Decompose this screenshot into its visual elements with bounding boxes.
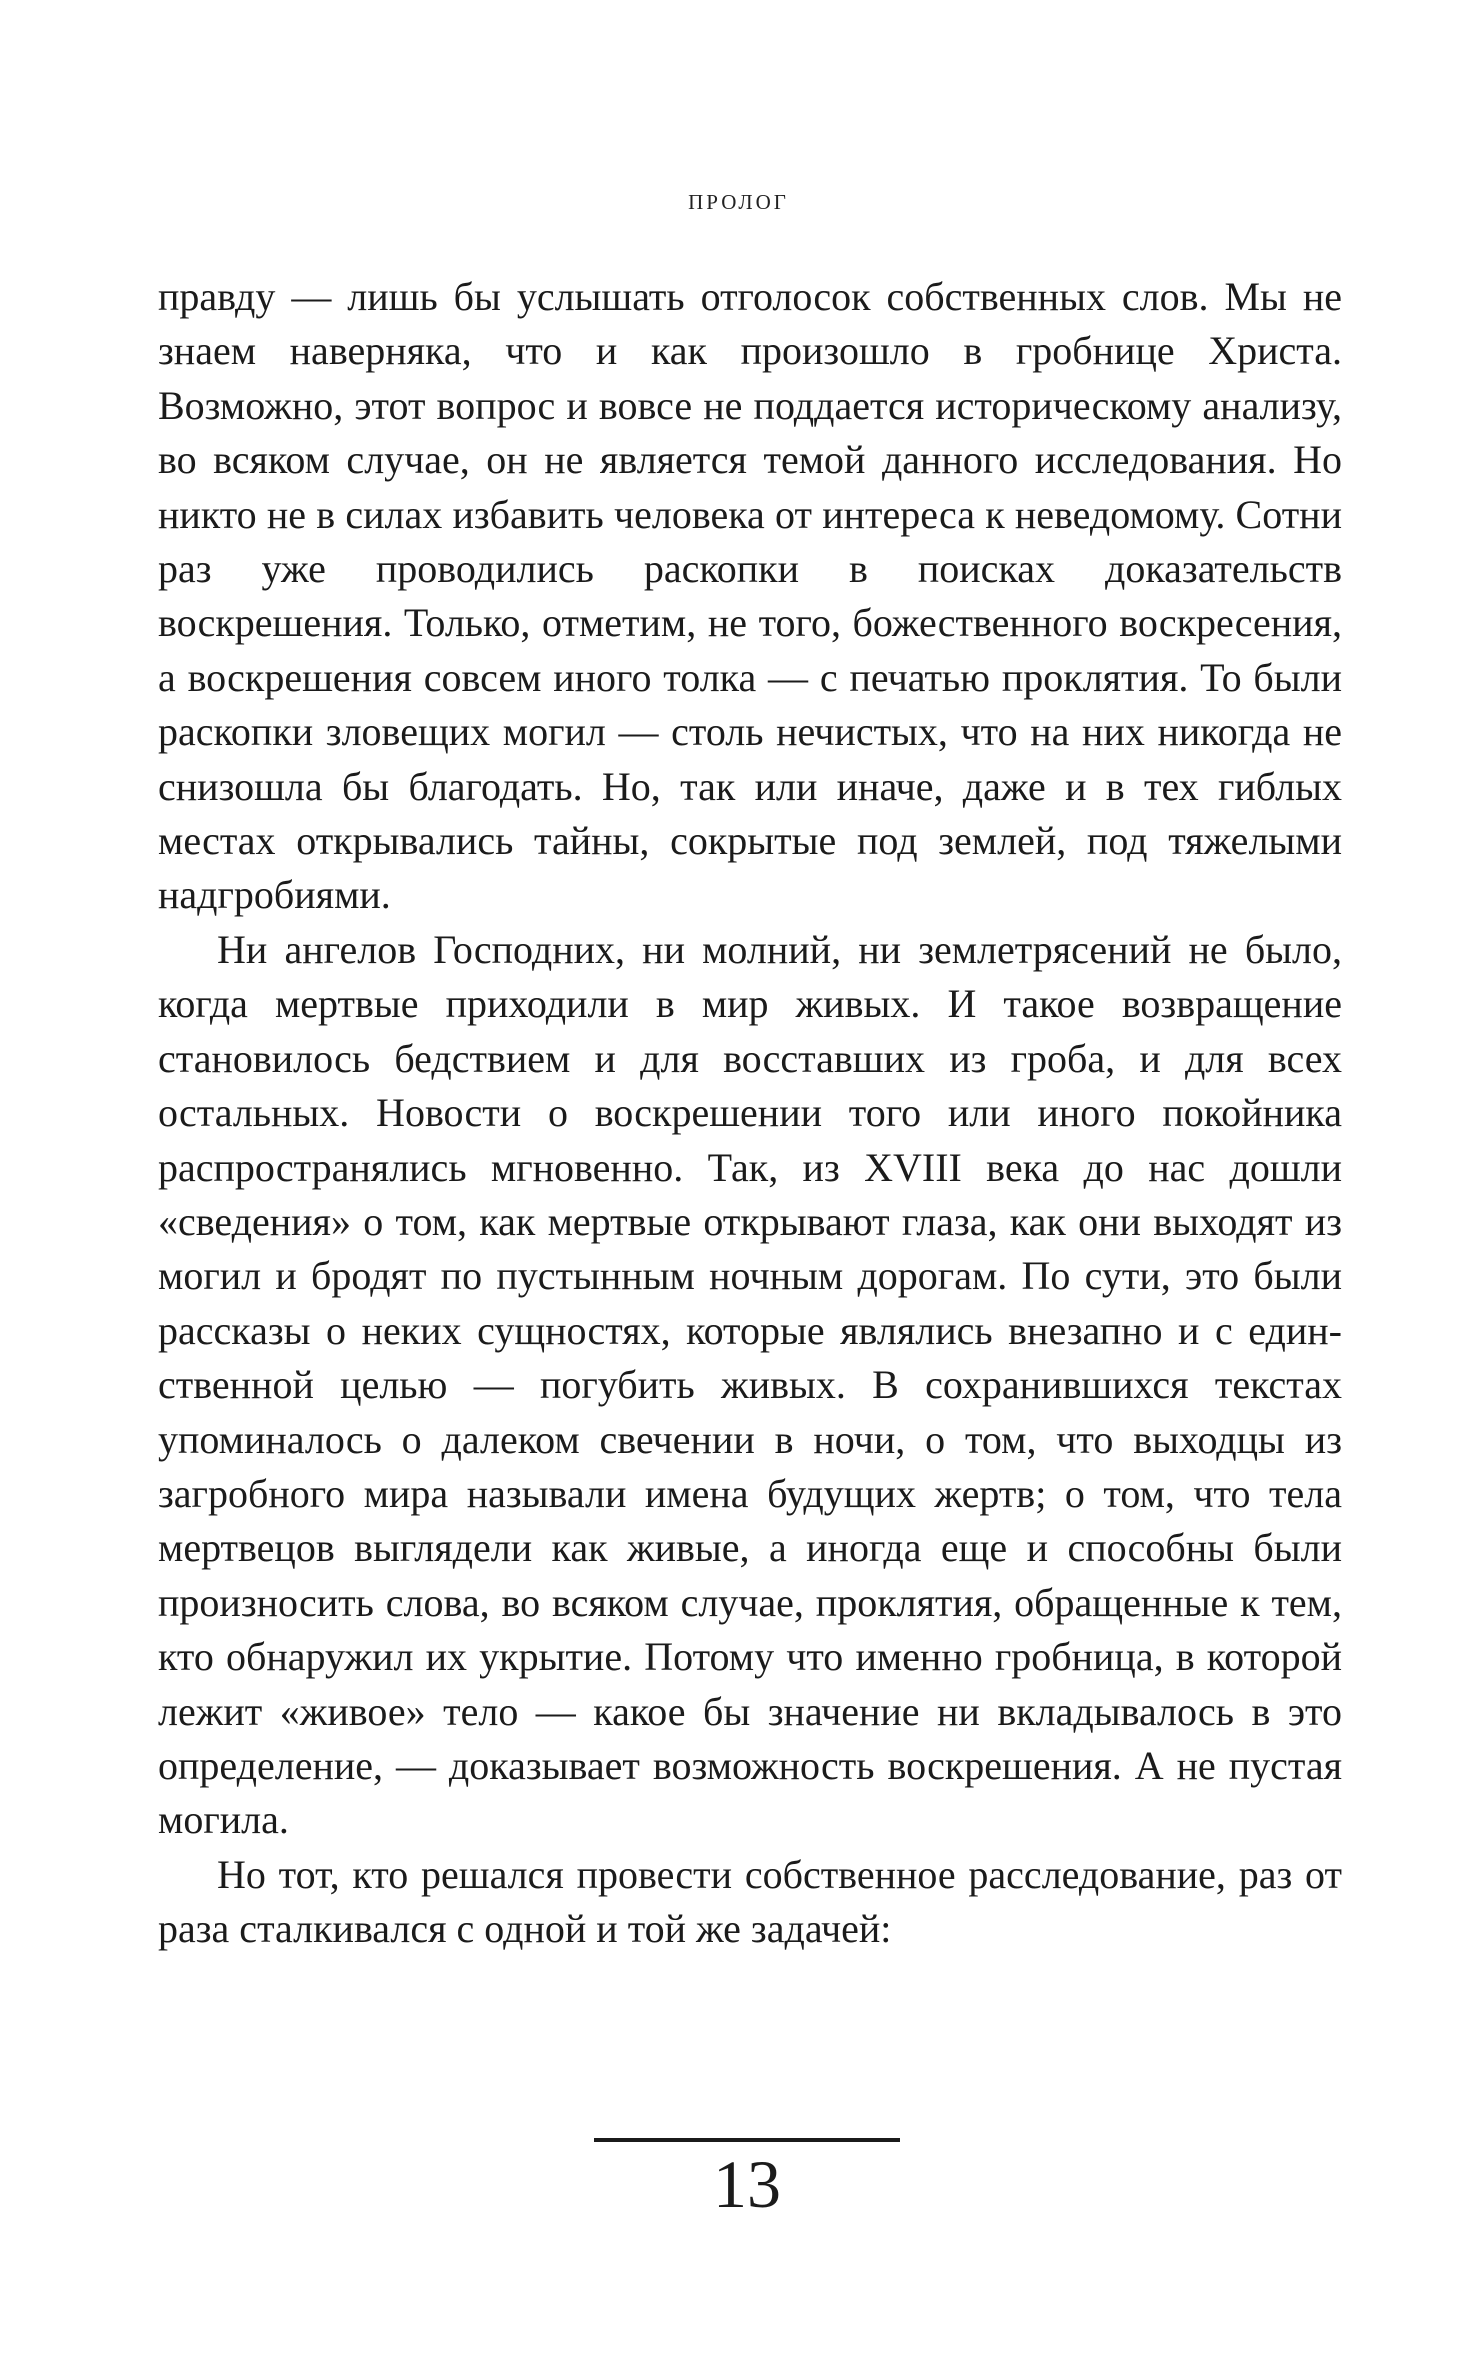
- page-number: 13: [713, 2146, 781, 2222]
- paragraph-2: Ни ангелов Господних, ни молний, ни землетрясений не было, когда мертвые приходили в мир живых. И такое возвращение становилось бедствием и для восставших из гроба, и для всех остальных. Новости о воскрешении того или иного покойника распространялись мгновенно. Так, из XVIII века до нас дошли «сведения» о том, как мертвые открывают глаза, как они выходят из могил и бродят по пустынным ночным дорогам. По сути, это были рассказы о неких сущностях, которые являлись внезапно и с единственной целью — погубить живых. В сохранившихся текстах упоминалось о далеком свечении в ночи, о том, что выходцы из загробного мира называли имена будущих жертв; о том, что тела мертвецов выглядели как живые, а иногда еще и способны были произносить слова, во всяком случае, проклятия, обращенные к тем, кто обнаружил их укрытие. Потому что именно гробница, в которой лежит «живое» тело — какое бы значение ни вкладывалось в это определение, — доказывает возможность воскрешения. А не пустая могила.: [158, 926, 1342, 1843]
- folio-rule: [594, 2138, 900, 2142]
- running-head: ПРОЛОГ: [688, 190, 789, 214]
- paragraph-3: Но тот, кто решался провести собственное расследование, раз от раза сталкивался с одной и той же задачей:: [158, 1851, 1342, 1952]
- paragraph-1: правду — лишь бы услышать отголосок собственных слов. Мы не знаем наверняка, что и как произошло в гробнице Христа. Возможно, этот вопрос и вовсе не поддается историческому анализу, во всяком случае, он не является темой данного исследования. Но никто не в силах избавить человека от интереса к неведомому. Сотни раз уже проводились раскопки в поисках доказательств воскрешения. Только, отметим, не того, божественного воскресения, а воскрешения совсем иного толка — с печатью проклятия. То были раскопки зловещих могил — столь нечистых, что на них никогда не снизошла бы благодать. Но, так или иначе, даже и в тех гиблых местах открывались тайны, сокрытые под землей, под тяжелыми надгробиями.: [158, 274, 1342, 918]
- body-text: [158, 270, 1342, 1957]
